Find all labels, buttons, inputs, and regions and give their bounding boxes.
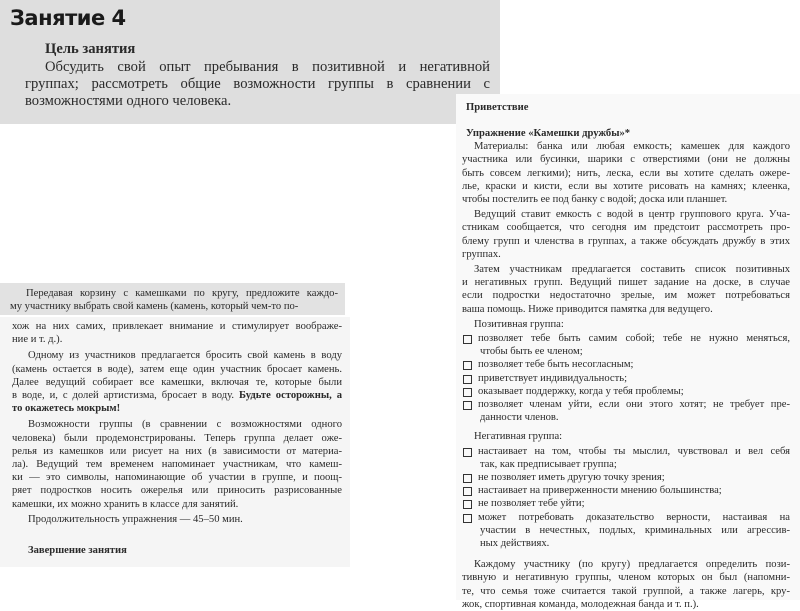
goal-line: Обсудить свой опыт пребывания в позитивной и негативной: [45, 59, 490, 75]
checkbox-bullet-icon: [463, 500, 472, 509]
list-item-line: данности членов.: [480, 412, 559, 424]
paragraph-line: те, что семья тоже считается такой группой, а также лагерь, кру-: [462, 585, 790, 597]
paragraph-line: блему групп и членства в группах, а также обсуждать дружбу в этих: [462, 235, 790, 247]
paragraph-line: стникам сообщается, что сегодня им предстоит рассмотреть про-: [462, 222, 790, 234]
paragraph-line: хож на них самих, привлекает внимание и стимулирует воображе-: [12, 321, 342, 332]
paragraph-line: жок, спортивная команда, молодежная банда и т. п.).: [462, 598, 699, 610]
checkbox-bullet-icon: [463, 474, 472, 483]
negative-group-heading: Негативная группа:: [474, 431, 563, 443]
paragraph-line: ние и т. д.).: [12, 334, 63, 346]
exercise-title: Упражнение «Камешки дружбы»*: [466, 128, 631, 139]
list-item-line: оказывает поддержку, когда у тебя проблемы;: [478, 385, 684, 397]
paragraph-line: (камень остается в воде), затем еще один участник бросает камень.: [12, 363, 342, 375]
checkbox-bullet-icon: [463, 361, 472, 370]
list-item-line: позволяет тебе быть самим собой; тебе не нужно меняться,: [478, 333, 790, 344]
warning-text: то окажетесь мокрым!: [12, 403, 121, 415]
paragraph-text: в воде, и, с долей артистизма, бросает в воду.: [12, 390, 235, 401]
paragraph-line: если подростки недостаточно зрелые, им может потребоваться: [462, 290, 790, 302]
paragraph-line: ки — это символы, напоминающие об участии в группе, и поощ-: [12, 472, 342, 484]
paragraph-line: Далее ведущий собирает все камешки, включая те, которые были: [12, 376, 342, 388]
list-item-line: настаивает на приверженности мнению большинства;: [478, 485, 722, 497]
paragraph-line: Возможности группы (в сравнении с возможностями одного: [28, 419, 342, 431]
list-item-line: может потребовать доказательство верности, настаивая на: [478, 511, 790, 523]
paragraph-line: Затем участникам предлагается составить список позитивных: [474, 264, 790, 275]
list-item-line: чтобы быть ее членом;: [480, 346, 583, 358]
paragraph-line: камешки, их можно хранить в классе для занятий.: [12, 498, 239, 510]
paragraph-line: Каждому участнику (по кругу) предлагается определить пози-: [474, 559, 790, 571]
goal-line: группах; рассмотреть общие возможности группы в сравнении с: [25, 76, 490, 92]
paragraph-line: Одному из участников предлагается бросить свой камень в воду: [28, 350, 342, 362]
paragraph-line: человека) были продемонстрированы. Теперь группа делает оже-: [12, 432, 342, 444]
paragraph-line: тивную и негативную группы, членом которых он был (напомни-: [462, 572, 790, 584]
duration-text: Продолжительность упражнения — 45–50 мин.: [28, 513, 243, 525]
paragraph-line: ла). Ведущий тем временем напоминает участникам, что камеш-: [12, 459, 342, 470]
section-heading-greeting: Приветствие: [466, 102, 529, 113]
goal-line: возможностями одного человека.: [25, 93, 232, 109]
paragraph-line: группах.: [462, 248, 501, 260]
checkbox-bullet-icon: [463, 335, 472, 344]
paragraph-line: Материалы: банка или любая емкость; камешек для каждого: [474, 141, 790, 153]
list-item-line: позволяет членам уйти, если они этого хотят; не требует пре-: [478, 399, 790, 410]
paragraph-line: ряет подростков носить ожерелья или приносить разрисованные: [12, 485, 342, 497]
paragraph-line: участника или бусинки, шарики с отверстиями (они не должны: [462, 154, 790, 166]
list-item-line: приветствует индивидуальность;: [478, 372, 628, 384]
closing-heading: Завершение занятия: [28, 544, 127, 556]
paragraph-line: и негативных групп. Ведущий пишет задание на доске, в случае: [462, 277, 790, 289]
paragraph-line: Передавая корзину с камешками по кругу, предложите каждо-: [26, 288, 338, 299]
paragraph-line: Ведущий ставит емкость с водой в центр группового круга. Уча-: [474, 209, 790, 221]
list-item-line: ных действиях.: [480, 538, 550, 549]
paragraph-line: релья из камешков или рисует на них (в зависимости от материа-: [12, 445, 342, 457]
checkbox-bullet-icon: [463, 487, 472, 496]
top-page-fragment: [0, 0, 500, 124]
paragraph-line: му участнику выбрать свой камень (камень, который чем-то по-: [10, 301, 299, 313]
paragraph-line: [12, 389, 342, 402]
paragraph-line: ваша помощь. Ниже приводится памятка для ведущего.: [462, 303, 713, 315]
list-item-line: позволяет тебе быть несогласным;: [478, 359, 634, 371]
paragraph-line: быть совсем легкими); нить, леска, если вы хотите сделать ожере-: [462, 167, 790, 179]
paragraph-line: чтобы постелить ее под банку с водой; доска или планшет.: [462, 194, 728, 205]
list-item-line: не позволяет тебе уйти;: [478, 498, 585, 510]
list-item-line: настаивает на том, чтобы ты мыслил, чувствовал и вел себя: [478, 445, 790, 457]
goal-heading: Цель занятия: [45, 41, 136, 57]
positive-group-heading: Позитивная группа:: [474, 318, 564, 330]
checkbox-bullet-icon: [463, 514, 472, 523]
list-item-line: не позволяет иметь другую точку зрения;: [478, 472, 665, 483]
list-item-line: участии в нечестных, подлых, криминальных или агрессив-: [480, 524, 790, 536]
warning-text: Будьте осторожны, а: [238, 390, 343, 401]
checkbox-bullet-icon: [463, 448, 472, 457]
checkbox-bullet-icon: [463, 401, 472, 410]
checkbox-bullet-icon: [463, 388, 472, 397]
lesson-title: Занятие 4: [10, 6, 126, 30]
list-item-line: так, как предписывает группа;: [480, 458, 617, 470]
paragraph-line: лье, краски и кисти, если вы хотите рисовать на камнях; клеенка,: [462, 180, 790, 192]
checkbox-bullet-icon: [463, 375, 472, 384]
